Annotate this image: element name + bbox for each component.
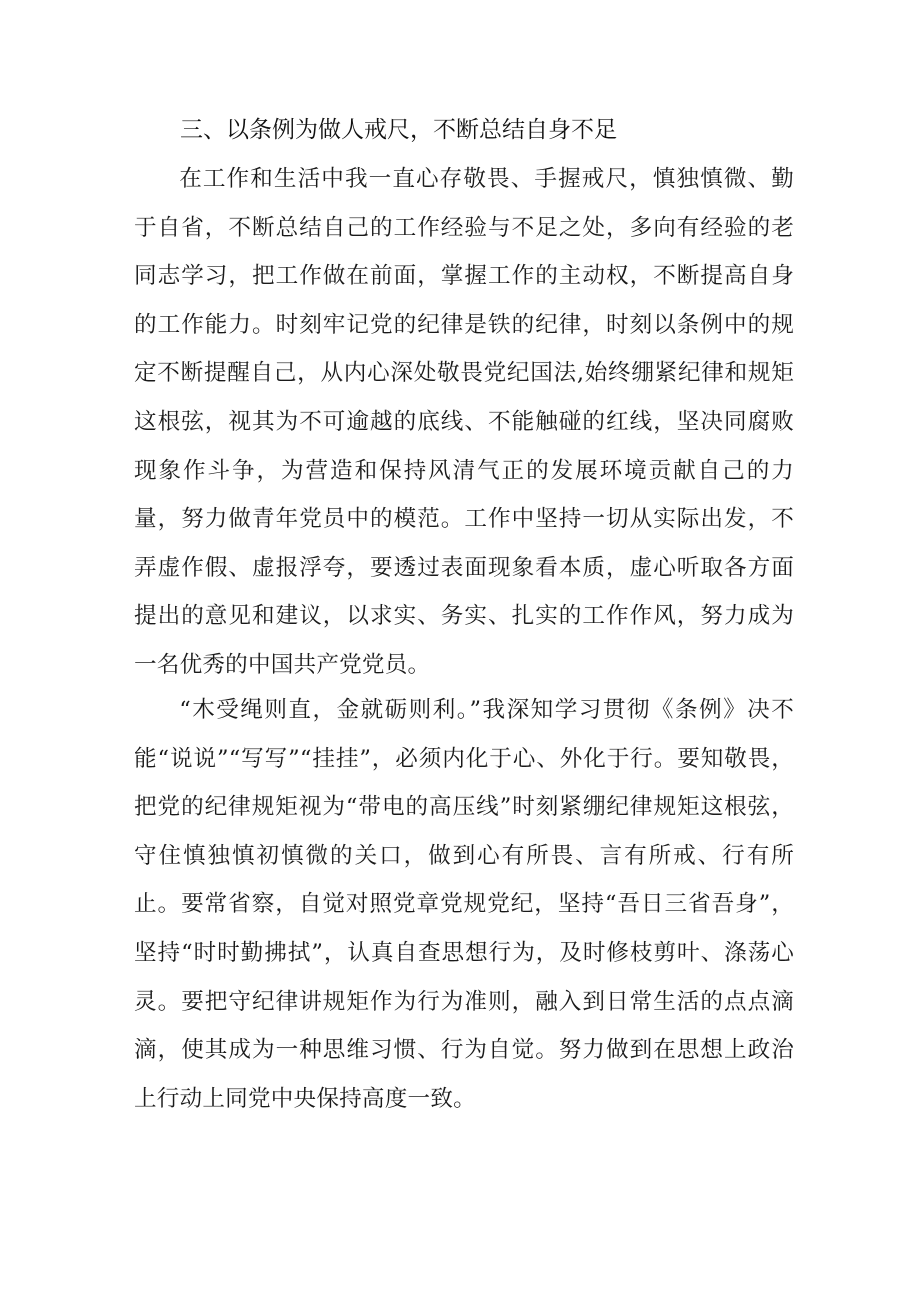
paragraph-2: “木受绳则直，金就砺则利。”我深知学习贯彻《条例》决不能“说说”“写写”“挂挂”，必须内化于心、外化于行。要知敬畏，把党的纪律规矩视为“带电的高压线”时刻紧绷纪律规矩这根弦，守住慎独慎初慎微的关口，做到心有所畏、言有所戒、行有所止。要常省察，自觉对照党章党规党纪，坚持“吾日三省吾身”，坚持“时时勤拂拭”，认真自查思想行为，及时修枝剪叶、涤荡心灵。要把守纪律讲规矩作为行为准则，融入到日常生活的点点滴滴，使其成为一种思维习惯、行为自觉。努力做到在思想上政治上行动上同党中央保持高度一致。 xyxy=(134,697,794,1112)
paragraph-1: 在工作和生活中我一直心存敬畏、手握戒尺，慎独慎微、勤于自省，不断总结自己的工作经验与不足之处，多向有经验的老同志学习，把工作做在前面，掌握工作的主动权，不断提高自身的工作能力。时刻牢记党的纪律是铁的纪律，时刻以条例中的规定不断提醒自己，从内心深处敬畏党纪国法,始终绷紧纪律和规矩这根弦，视其为不可逾越的底线、不能触碰的红线，坚决同腐败现象作斗争，为营造和保持风清气正的发展环境贡献自己的力量，努力做青年党员中的模范。工作中坚持一切从实际出发，不弄虚作假、虚报浮夸，要透过表面现象看本质，虚心听取各方面提出的意见和建议，以求实、务实、扎实的工作作风，努力成为一名优秀的中国共产党党员。 xyxy=(134,166,794,678)
section-heading: 三、以条例为做人戒尺，不断总结自身不足 xyxy=(180,117,617,143)
